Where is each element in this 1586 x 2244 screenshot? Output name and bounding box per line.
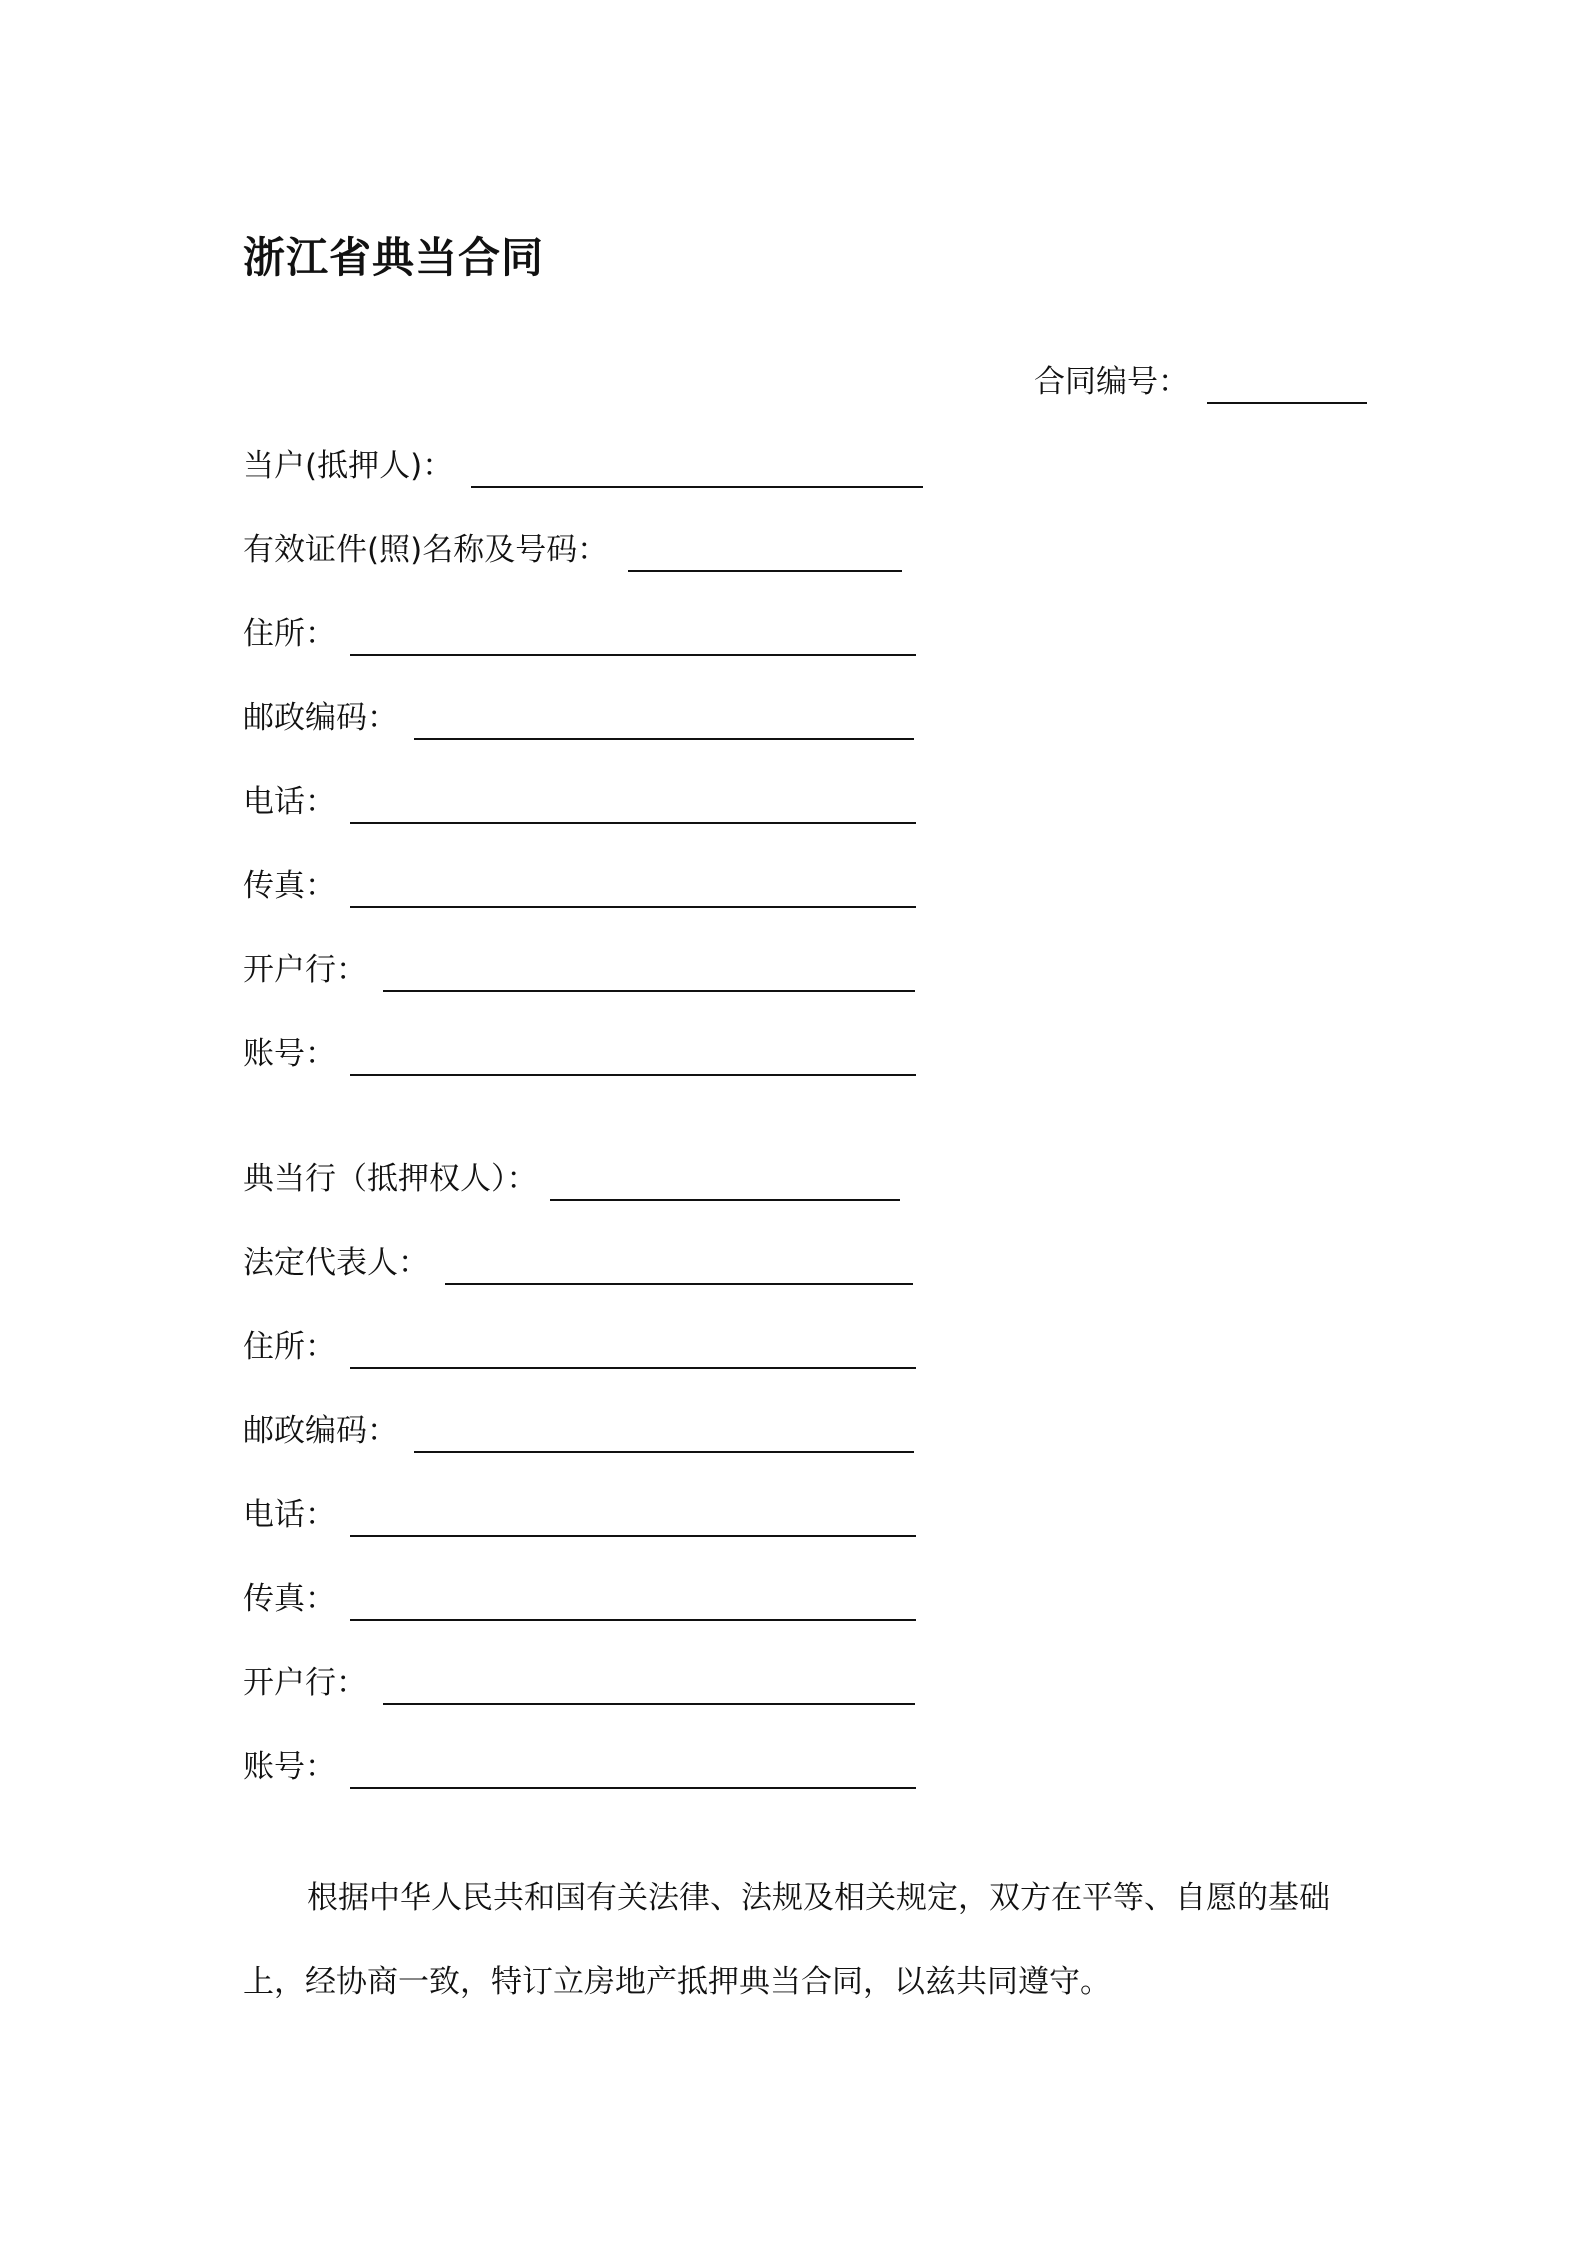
party-a-fax-blank[interactable]	[350, 866, 916, 908]
party-b-bank-field	[243, 1661, 915, 1705]
party-b-phone-blank[interactable]	[350, 1495, 916, 1537]
party-a-bank-field	[243, 948, 915, 992]
contract-number-label: 合同编号：	[1034, 364, 1189, 400]
party-a-account-blank[interactable]	[350, 1034, 916, 1076]
party-b-fax-field	[243, 1577, 916, 1621]
party-b-account-label: 账号：	[243, 1749, 336, 1785]
preamble-line-1: 根据中华人民共和国有关法律、法规及相关规定，双方在平等、自愿的基础	[307, 1880, 1330, 1916]
party-b-postcode-field	[243, 1409, 914, 1453]
party-b-name-field	[243, 1157, 900, 1201]
party-a-account-field	[243, 1032, 916, 1076]
party-b-account-field	[243, 1745, 916, 1789]
party-a-fax-field	[243, 864, 916, 908]
party-b-fax-label: 传真：	[243, 1581, 336, 1617]
party-a-address-field	[243, 612, 916, 656]
party-a-name-blank[interactable]	[471, 446, 923, 488]
party-b-postcode-label: 邮政编码：	[243, 1413, 398, 1449]
party-b-rep-blank[interactable]	[445, 1243, 913, 1285]
contract-number-field	[1034, 360, 1367, 404]
preamble-line-2: 上，经协商一致，特订立房地产抵押典当合同，以兹共同遵守。	[243, 1964, 1111, 2000]
party-a-account-label: 账号：	[243, 1036, 336, 1072]
party-a-bank-label: 开户行：	[243, 952, 367, 988]
party-a-postcode-blank[interactable]	[414, 698, 914, 740]
contract-number-blank[interactable]	[1207, 362, 1367, 404]
party-a-address-blank[interactable]	[350, 614, 916, 656]
party-a-id-label: 有效证件(照)名称及号码：	[243, 532, 609, 568]
party-b-name-label: 典当行（抵押权人）：	[243, 1161, 538, 1197]
party-a-phone-blank[interactable]	[350, 782, 916, 824]
party-a-bank-blank[interactable]	[383, 950, 915, 992]
party-b-address-label: 住所：	[243, 1329, 336, 1365]
party-a-phone-label: 电话：	[243, 784, 336, 820]
party-b-rep-label: 法定代表人：	[243, 1245, 429, 1281]
party-b-name-blank[interactable]	[550, 1159, 900, 1201]
party-b-phone-field	[243, 1493, 916, 1537]
party-a-postcode-label: 邮政编码：	[243, 700, 398, 736]
party-b-rep-field	[243, 1241, 913, 1285]
party-b-fax-blank[interactable]	[350, 1579, 916, 1621]
party-a-id-blank[interactable]	[628, 530, 902, 572]
party-a-name-label: 当户(抵押人)：	[243, 448, 454, 484]
party-a-postcode-field	[243, 696, 914, 740]
party-a-id-field	[243, 528, 902, 572]
party-a-phone-field	[243, 780, 916, 824]
party-b-address-blank[interactable]	[350, 1327, 916, 1369]
party-a-name-field	[243, 444, 923, 488]
party-b-phone-label: 电话：	[243, 1497, 336, 1533]
party-b-address-field	[243, 1325, 916, 1369]
party-b-account-blank[interactable]	[350, 1747, 916, 1789]
party-b-postcode-blank[interactable]	[414, 1411, 914, 1453]
party-a-address-label: 住所：	[243, 616, 336, 652]
party-a-fax-label: 传真：	[243, 868, 336, 904]
party-b-bank-label: 开户行：	[243, 1665, 367, 1701]
document-title: 浙江省典当合同	[243, 233, 545, 282]
party-b-bank-blank[interactable]	[383, 1663, 915, 1705]
